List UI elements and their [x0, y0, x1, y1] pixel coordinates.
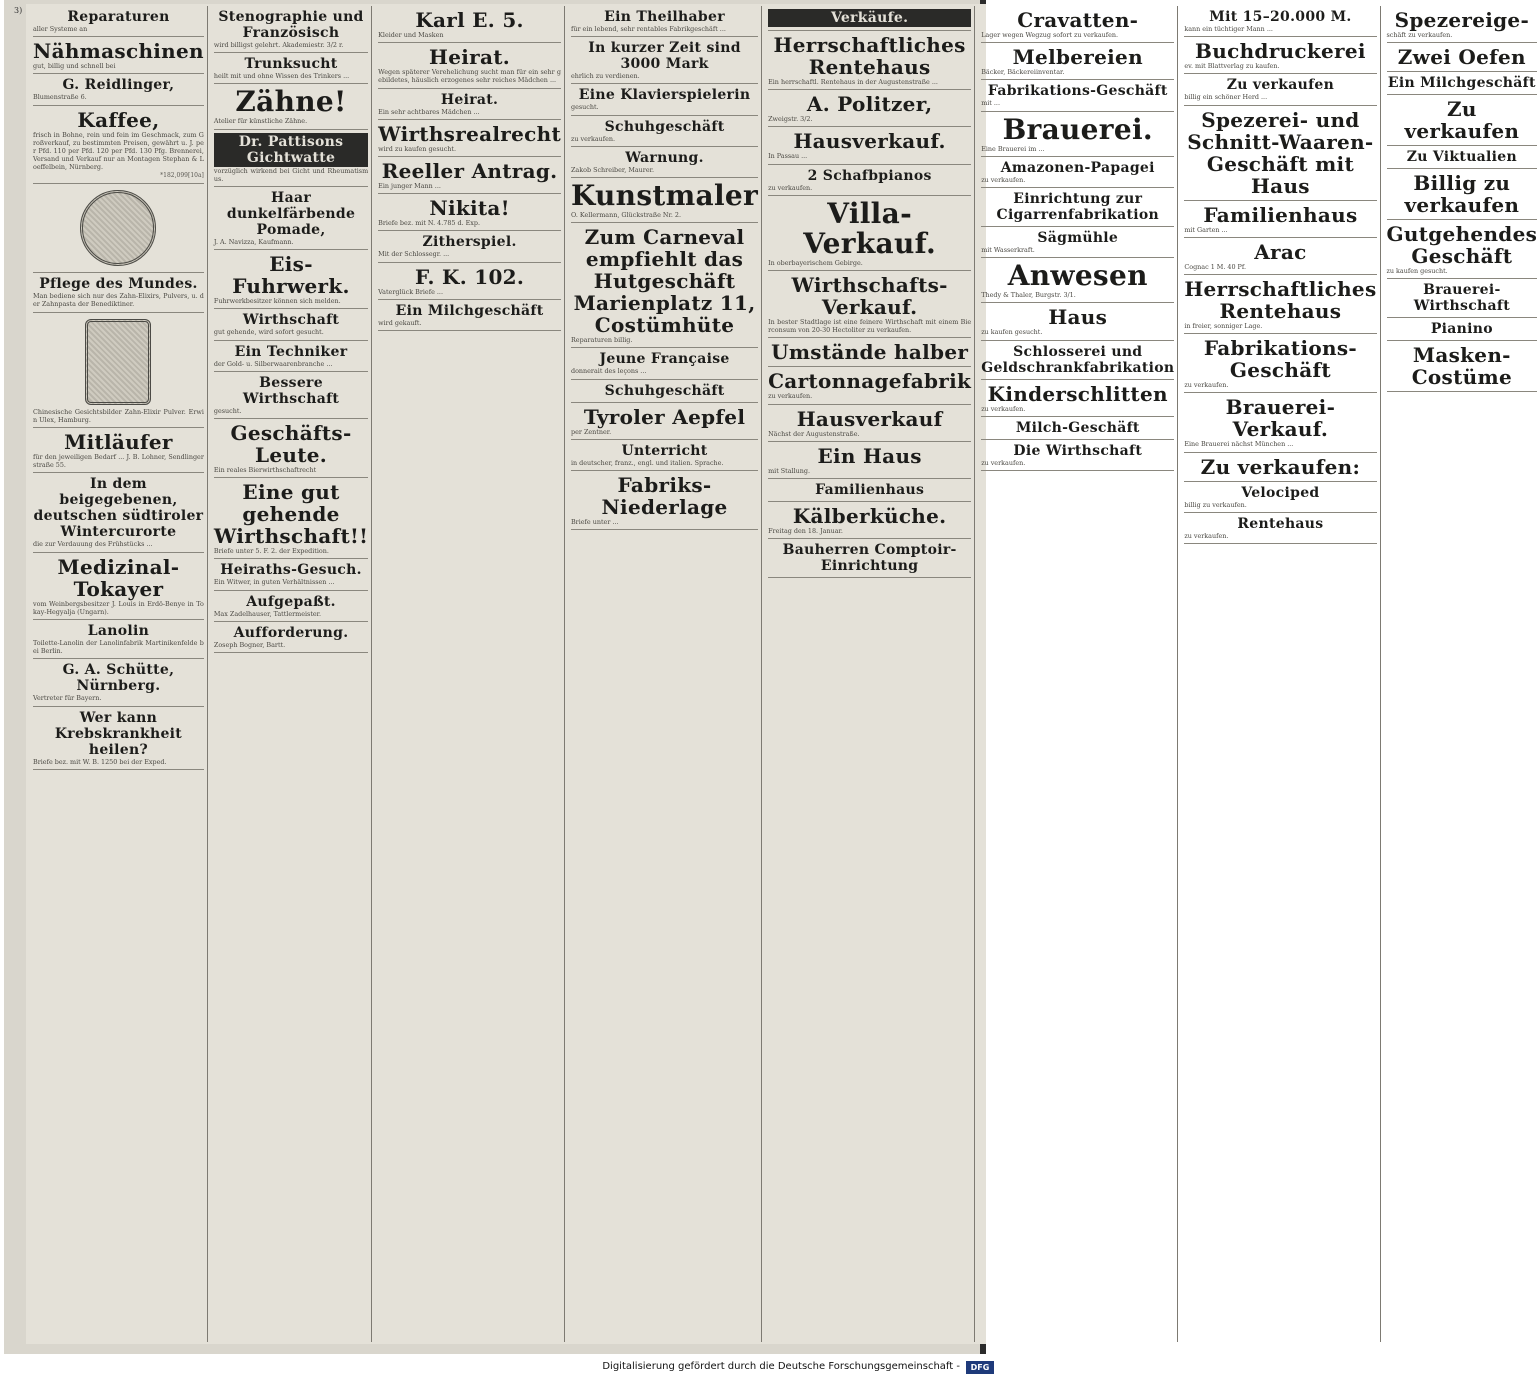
ad-body-text: zu verkaufen. [1184, 381, 1229, 390]
ad-body-text: zu verkaufen. [1184, 531, 1229, 540]
classified-ad [1184, 106, 1376, 201]
ad-headline: Zu verkaufen: [1200, 454, 1361, 479]
ad-body-text: Toilette-Lanolin der Lanolinfabrik Martinikenfelde bei Berlin. [33, 639, 204, 656]
ad-body-text: Ein junger Mann ... [378, 182, 441, 191]
ad-body-text: zu kaufen gesucht. [981, 328, 1043, 337]
ad-body-text: Briefe bez. mit W. B. 1250 bei der Exped. [33, 757, 167, 766]
ad-headline: Amazonen-Papagei [1000, 159, 1155, 176]
ad-body-text: Eine Brauerei nächst München ... [1184, 440, 1294, 449]
ad-body-text: Freitag den 18. Januar. [768, 527, 843, 536]
ad-headline: G. A. Schütte, Nürnberg. [62, 662, 175, 695]
classified-ad [768, 6, 971, 31]
ad-headline: Verkäufe. [768, 9, 971, 27]
ad-headline: Lanolin [87, 623, 150, 640]
ad-headline: Stenographie und Französisch [218, 9, 364, 41]
ad-body-text: wird zu kaufen gesucht. [378, 144, 457, 153]
classified-ad [33, 106, 204, 185]
ad-body-text: vorzüglich wirkend bei Gicht und Rheumatismus. [213, 166, 369, 183]
classified-ad [378, 157, 561, 194]
ad-headline: Hausverkauf [796, 406, 943, 431]
ad-body-text: ehrlich zu verdienen. [570, 72, 640, 81]
ad-headline: Kinderschlitten [987, 381, 1168, 406]
classified-ad [33, 428, 204, 473]
classified-ad [768, 442, 971, 479]
ad-headline: Milch-Geschäft [1015, 419, 1140, 436]
ad-body-text: Ein reales Bierwirthschaftrecht [213, 466, 317, 475]
ad-headline: Nikita! [429, 196, 510, 221]
ad-body-text: Ein Witwer, in guten Verhältnissen ... [213, 578, 335, 587]
classified-ad [1387, 169, 1538, 220]
ad-headline: Ein Haus [817, 443, 922, 468]
classified-ad [214, 419, 368, 478]
ad-body-text: vom Weinbergsbesitzer J. Louis in Erdö-Benye in Tokay-Hegyalja (Ungarn). [33, 599, 204, 616]
ad-headline: Billig zu verkaufen [1404, 171, 1520, 218]
ad-headline: Wirthschafts-Verkauf. [791, 273, 948, 320]
classified-ad [1184, 201, 1376, 238]
classified-ad [571, 440, 758, 471]
classified-ad [768, 127, 971, 164]
ad-headline: Fabriks-Niederlage [601, 473, 728, 520]
ad-headline: Eis-Fuhrwerk. [232, 252, 350, 299]
classified-ad [33, 37, 204, 74]
classified-ad [768, 338, 971, 367]
classified-ad [981, 43, 1174, 80]
classified-ad [571, 178, 758, 223]
ad-seal-illustration [80, 190, 156, 266]
ad-headline: Ein Milchgeschäft [395, 302, 544, 319]
ad-headline: Zähne! [235, 85, 347, 119]
ad-headline: Geschäfts-Leute. [230, 421, 352, 468]
ad-body-text: heilt mit und ohne Wissen des Trinkers ... [213, 72, 350, 81]
ad-body-text: zu verkaufen. [981, 175, 1026, 184]
classified-ad [33, 184, 204, 273]
ad-headline: Haar dunkelfärbende Pomade, [226, 190, 356, 239]
ad-headline: Kälberküche. [792, 504, 947, 529]
classified-ad [33, 273, 204, 312]
classified-ad [214, 341, 368, 372]
classified-ad [214, 372, 368, 419]
classified-ad [981, 303, 1174, 340]
ad-headline: Ein Milchgeschäft [1387, 75, 1536, 92]
ad-body-text: gut, billig und schnell bei [33, 62, 116, 71]
ad-headline: Zu verkaufen [1404, 97, 1520, 144]
ad-headline: Spezereige- [1394, 8, 1530, 32]
classified-ad [1184, 37, 1376, 74]
ad-body-text: die zur Verdauung des Frühstücks ... [33, 540, 153, 549]
ad-headline: Haus [1048, 305, 1108, 330]
newspaper-column [568, 6, 762, 1342]
classified-ad [214, 622, 368, 653]
classified-ad [378, 120, 561, 157]
ad-body-text: Briefe unter 5. F. 2. der Expedition. [213, 547, 329, 556]
ad-body-text: Cognac 1 M. 40 Pf. [1184, 262, 1247, 271]
ad-headline: A. Politzer, [806, 92, 933, 117]
classified-ad [378, 194, 561, 231]
ad-body-text: Thedy & Thaler, Burgstr. 3/1. [981, 291, 1076, 300]
ad-body-text: aller Systeme an [33, 25, 88, 33]
classified-ad [1387, 220, 1538, 279]
newspaper-column [211, 6, 372, 1342]
ad-headline: Tyroler Aepfel [583, 404, 746, 429]
classified-ad [1184, 453, 1376, 482]
ad-headline: Jeune Française [599, 351, 730, 368]
ad-body-text: schäft zu verkaufen. [1386, 31, 1453, 39]
ad-headline: Nähmaschinen [33, 39, 204, 64]
classified-ad [768, 90, 971, 127]
ad-headline: Cartonnagefabrik [768, 369, 972, 394]
ad-headline: Wirthsrealrecht [378, 121, 561, 146]
newspaper-column [1181, 6, 1380, 1342]
classified-ad [981, 6, 1174, 43]
ad-body-text: Zweigstr. 3/2. [768, 115, 813, 124]
ad-headline: Mit 15–20.000 M. [1209, 9, 1352, 25]
classified-ad [214, 187, 368, 250]
ad-body-text: billig ein schöner Herd ... [1184, 93, 1268, 102]
classified-ad [768, 271, 971, 338]
classified-ad [1387, 43, 1538, 72]
ad-body-text: Vaterglück Briefe ... [378, 287, 443, 296]
ad-headline: Schuhgeschäft [604, 382, 725, 399]
classified-ad [378, 6, 561, 43]
classified-ad [981, 80, 1174, 111]
ad-body-text: mit Wasserkraft. [981, 246, 1035, 255]
classified-ad [981, 341, 1174, 380]
classified-ad [33, 313, 204, 428]
ad-body-text: mit ... [981, 99, 1000, 108]
ad-body-text: In oberbayerischem Gebirge. [768, 258, 863, 267]
classified-ad [378, 43, 561, 88]
ad-headline: Familienhaus [815, 482, 925, 499]
ad-headline: Aufforderung. [233, 624, 349, 641]
ad-headline: Aufgepaßt. [246, 593, 336, 610]
ad-body-text: Nächst der Augustenstraße. [768, 429, 860, 438]
ad-headline: Zu verkaufen [1226, 77, 1335, 94]
ad-headline: In kurzer Zeit sind 3000 Mark [588, 40, 741, 73]
ad-reference-code: *182,099[10a] [160, 171, 204, 179]
ad-body-text: zu verkaufen. [570, 134, 616, 143]
classified-ad [571, 6, 758, 37]
ad-body-text: Wegen späterer Verehelichung sucht man für ein sehr gebildetes, häuslich erzogenes sehr reiches Mädchen ... [378, 68, 561, 85]
ad-headline: Unterricht [621, 442, 708, 459]
classified-ad [33, 707, 204, 770]
classified-ad [1184, 275, 1376, 334]
classified-ad [571, 147, 758, 178]
ad-body-text: zu verkaufen. [981, 458, 1026, 467]
classified-ad [1184, 238, 1376, 275]
ad-headline: Kaffee, [77, 107, 160, 132]
ad-body-text: für ein lebend, sehr rentables Fabrikgeschäft ... [570, 25, 726, 33]
ad-headline: Kunstmaler [570, 179, 759, 213]
newspaper-column [375, 6, 565, 1342]
ad-body-text: In Passau ... [768, 152, 808, 161]
classified-ad [571, 223, 758, 348]
classified-ad [214, 591, 368, 622]
ad-headline: Masken-Costüme [1411, 343, 1512, 390]
classified-ad [214, 478, 368, 559]
ad-body-text: Kleider und Masken [378, 31, 444, 39]
ad-body-text: mit Stallung. [768, 466, 810, 475]
ad-body-text: billig zu verkaufen. [1184, 500, 1247, 509]
ad-body-text: Eine Brauerei im ... [981, 144, 1045, 153]
classified-ad [571, 380, 758, 403]
classified-ad [33, 473, 204, 552]
ad-headline: Ein Theilhaber [604, 9, 725, 25]
newspaper-column [765, 6, 975, 1342]
classified-ad [981, 227, 1174, 258]
ad-headline: Reparaturen [67, 9, 170, 25]
classified-ad [33, 6, 204, 37]
ad-headline: Sägmühle [1037, 230, 1119, 247]
ad-body-text: in freier, sonniger Lage. [1184, 322, 1263, 331]
classified-ad [768, 405, 971, 442]
classified-ad [768, 479, 971, 502]
classified-ad [1387, 146, 1538, 169]
ad-body-text: per Zentner. [570, 427, 612, 436]
ad-headline: Bauherren Comptoir-Einrichtung [782, 542, 957, 575]
ad-headline: Reeller Antrag. [381, 159, 558, 184]
classified-ad [378, 300, 561, 331]
classified-ad [1184, 393, 1376, 452]
classified-ad [981, 380, 1174, 417]
ad-headline: Herrschaftliches Rentehaus [1184, 277, 1377, 324]
ad-body-text: mit Garten ... [1184, 225, 1228, 234]
ad-body-text: O. Kellermann, Glückstraße Nr. 2. [570, 211, 681, 220]
ad-body-text: Ein sehr achtbares Mädchen ... [378, 107, 480, 116]
classified-ad [981, 112, 1174, 157]
ad-body-text: gesucht. [213, 406, 242, 415]
ad-headline: Heiraths-Gesuch. [220, 562, 362, 579]
ad-headline: Fabrikations-Geschäft [1203, 336, 1358, 383]
classified-ad [1184, 482, 1376, 513]
ad-headline: Zwei Oefen [1397, 45, 1526, 70]
ad-headline: Die Wirthschaft [1013, 442, 1143, 459]
ad-body-text: Mit der Schlossegr. ... [378, 250, 450, 259]
classified-ad [214, 84, 368, 129]
ad-headline: Zum Carneval empfiehlt das Hutgeschäft Marienplatz 11, Costümhüte [573, 225, 756, 338]
ad-headline: Dr. Pattisons Gichtwatte [214, 133, 368, 167]
ad-body-text: Bäcker, Bäckereiinventar. [981, 68, 1065, 77]
ad-headline: Umstände halber [771, 340, 969, 365]
classified-ad [378, 231, 561, 262]
ad-body-text: ev. mit Blattverlag zu kaufen. [1184, 62, 1280, 71]
ad-body-text: donnerait des leçons ... [570, 367, 647, 376]
ad-headline: Velociped [1241, 484, 1320, 501]
ad-headline: G. Reidlinger, [62, 77, 175, 94]
ad-headline: 2 Schafbpianos [807, 167, 932, 184]
classified-ad [571, 471, 758, 530]
classified-ad [1184, 74, 1376, 105]
ad-body-text: Fuhrwerkbesitzer können sich melden. [213, 297, 341, 306]
classified-ad [571, 37, 758, 84]
classified-ad [1387, 72, 1538, 95]
classified-ad [981, 157, 1174, 188]
classified-ad [571, 84, 758, 115]
ad-headline: Zitherspiel. [422, 234, 517, 251]
ad-headline: F. K. 102. [415, 264, 525, 289]
ad-body-text: Lager wegen Wegzug sofort zu verkaufen. [981, 31, 1119, 39]
classified-ad [378, 89, 561, 120]
classified-ad [571, 116, 758, 147]
ad-headline: Eine Klavierspielerin [578, 87, 751, 104]
classified-ad [33, 659, 204, 706]
classified-ad [214, 6, 368, 53]
ad-headline: Wirthschaft [242, 312, 340, 329]
classified-ad [571, 403, 758, 440]
ad-headline: Bessere Wirthschaft [242, 374, 340, 407]
ad-headline: Brauerei-Verkauf. [1225, 395, 1336, 442]
ad-body-text: J. A. Navizza, Kaufmann. [213, 238, 294, 247]
ad-headline: Hausverkauf. [793, 129, 946, 154]
ad-headline: Schlosserei und Geldschrankfabrikation [981, 343, 1175, 376]
ad-headline: Einrichtung zur Cigarrenfabrikation [996, 191, 1160, 224]
ad-body-text: in deutscher, franz., engl. und italien. Sprache. [570, 458, 724, 467]
ad-headline: Eine gut gehende Wirthschaft!! [213, 480, 369, 549]
ad-body-text: In bester Stadtlage ist eine feinere Wirthschaft mit einem Bierconsum von 20-30 Hectoliter zu verkaufen. [768, 318, 972, 335]
ad-headline: Brauerei-Wirthschaft [1413, 282, 1510, 315]
ad-headline: Heirat. [429, 45, 511, 70]
ad-headline: Villa-Verkauf. [803, 196, 937, 260]
ad-body-text: Briefe bez. mit N. 4.785 d. Exp. [378, 219, 481, 228]
classified-ad [214, 130, 368, 187]
ad-body-text: Reparaturen billig. [570, 336, 633, 345]
classified-ad [1184, 6, 1376, 37]
ad-headline: Herrschaftliches Rentehaus [773, 33, 966, 79]
dfg-logo: DFG [966, 1361, 994, 1374]
ad-body-text: für den jeweiligen Bedarf ... J. B. Lohner, Sendlingerstraße 55. [33, 453, 204, 470]
ad-headline: Trunksucht [244, 56, 338, 73]
ad-headline: Gutgehendes Geschäft [1386, 222, 1538, 269]
newspaper-page [26, 4, 1538, 1344]
classified-ad [768, 196, 971, 271]
classified-ad [1387, 318, 1538, 341]
classified-ad [214, 309, 368, 340]
ad-body-text: wird billigst gelehrt. Akademiestr. 3/2 r. [213, 41, 344, 49]
classified-ad [1387, 95, 1538, 146]
ad-figure-illustration [85, 319, 151, 405]
page-number: 3) [14, 6, 23, 15]
ad-headline: Cravatten- [1017, 8, 1139, 32]
newspaper-scan [4, 0, 1538, 1354]
ad-headline: Arac [1254, 239, 1307, 264]
ad-headline: Schuhgeschäft [604, 118, 725, 135]
ad-body-text: gut gehende, wird sofort gesucht. [213, 328, 324, 337]
ad-body-text: kann ein tüchtiger Mann ... [1184, 25, 1273, 33]
classified-ad [214, 559, 368, 590]
classified-ad [768, 539, 971, 578]
ad-body-text: Zoseph Bogner, Bartt. [213, 640, 286, 649]
classified-ad [33, 620, 204, 659]
ad-body-text: wird gekauft. [378, 318, 422, 327]
ad-body-text: Blumenstraße 6. [33, 93, 87, 102]
ad-headline: Ein Techniker [234, 343, 348, 360]
classified-ad [981, 258, 1174, 303]
classified-ad [1184, 513, 1376, 544]
classified-ad [214, 250, 368, 309]
footer-credit: Digitalisierung gefördert durch die Deutsche Forschungsgemeinschaft - [602, 1361, 960, 1372]
ad-body-text: zu kaufen gesucht. [1386, 267, 1448, 276]
classified-ad [1387, 279, 1538, 318]
ad-headline: Melbereien [1012, 45, 1143, 70]
ad-headline: Rentehaus [1237, 515, 1324, 532]
classified-ad [768, 502, 971, 539]
newspaper-column [1384, 6, 1540, 1342]
ad-body-text: Zakob Schreiber, Maurer. [570, 165, 655, 174]
ad-body-text: gesucht. [570, 103, 599, 112]
ad-body-text: frisch in Bohne, rein und fein im Geschmack, zum Großverkauf, zu bestimmten Preisen, gewährt u. J. per Pfd. 110 per Pfd. 120 per Pfd. 130 Pfg. Brennerei, Versand und Verkauf nur an Montagen Stephan & Loeffelbein, Nürnberg. [33, 130, 204, 172]
ad-headline: Zu Viktualien [1406, 149, 1517, 166]
ad-headline: In dem beigegebenen, deutschen südtiroler Wintercurorte [33, 476, 204, 541]
classified-ad [1387, 6, 1538, 43]
ad-body-text: Atelier für künstliche Zähne. [213, 117, 308, 126]
ad-headline: Familienhaus [1203, 202, 1358, 227]
ad-body-text: zu verkaufen. [981, 404, 1026, 413]
ad-body-text: zu verkaufen. [768, 392, 813, 401]
classified-ad [1184, 334, 1376, 393]
ad-headline: Wer kann Krebskrankheit heilen? [54, 709, 183, 758]
ad-headline: Mitläufer [64, 430, 173, 455]
ad-headline: Pflege des Mundes. [39, 276, 198, 293]
classified-ad [768, 165, 971, 196]
classified-ad [981, 440, 1174, 471]
classified-ad [768, 31, 971, 90]
ad-body-text: Max Zadelhauser, Tattlermeister. [213, 609, 322, 618]
ad-headline: Medizinal-Tokayer [57, 554, 180, 601]
classified-ad [1387, 341, 1538, 392]
classified-ad [214, 53, 368, 84]
ad-headline: Karl E. 5. [415, 8, 524, 32]
ad-headline: Fabrikations-Geschäft [987, 83, 1168, 100]
ad-body-text: der Gold- u. Silberwaarenbranche ... [213, 359, 333, 368]
classified-ad [571, 348, 758, 379]
ad-headline: Pianino [1430, 321, 1493, 338]
ad-headline: Brauerei. [1002, 112, 1153, 146]
ad-headline: Spezerei- und Schnitt-Waaren-Geschäft mit Haus [1187, 107, 1374, 198]
ad-headline: Buchdruckerei [1195, 39, 1366, 64]
ad-body-text: Briefe unter ... [570, 518, 619, 527]
newspaper-column [978, 6, 1178, 1342]
ad-body-text: Chinesische Gesichtsbilder Zahn-Elixir Pulver. Erwin Ulex, Hamburg. [33, 407, 204, 424]
newspaper-column [30, 6, 208, 1342]
ad-headline: Heirat. [440, 91, 499, 108]
classified-ad [981, 188, 1174, 227]
ad-body-text: Ein herrschaftl. Rentehaus in der Augustenstraße ... [768, 78, 938, 86]
ad-body-text: Man bediene sich nur des Zahn-Elixirs, Pulvers, u. der Zahnpasta der Benediktiner. [33, 292, 204, 309]
classified-ad [768, 367, 971, 404]
ad-headline: Warnung. [625, 149, 704, 166]
classified-ad [981, 417, 1174, 440]
classified-ad [378, 263, 561, 300]
classified-ad [33, 74, 204, 105]
ad-body-text: zu verkaufen. [768, 183, 813, 192]
ad-body-text: Vertreter für Bayern. [33, 694, 102, 703]
ad-headline: Anwesen [1007, 259, 1148, 293]
classified-ad [33, 553, 204, 620]
